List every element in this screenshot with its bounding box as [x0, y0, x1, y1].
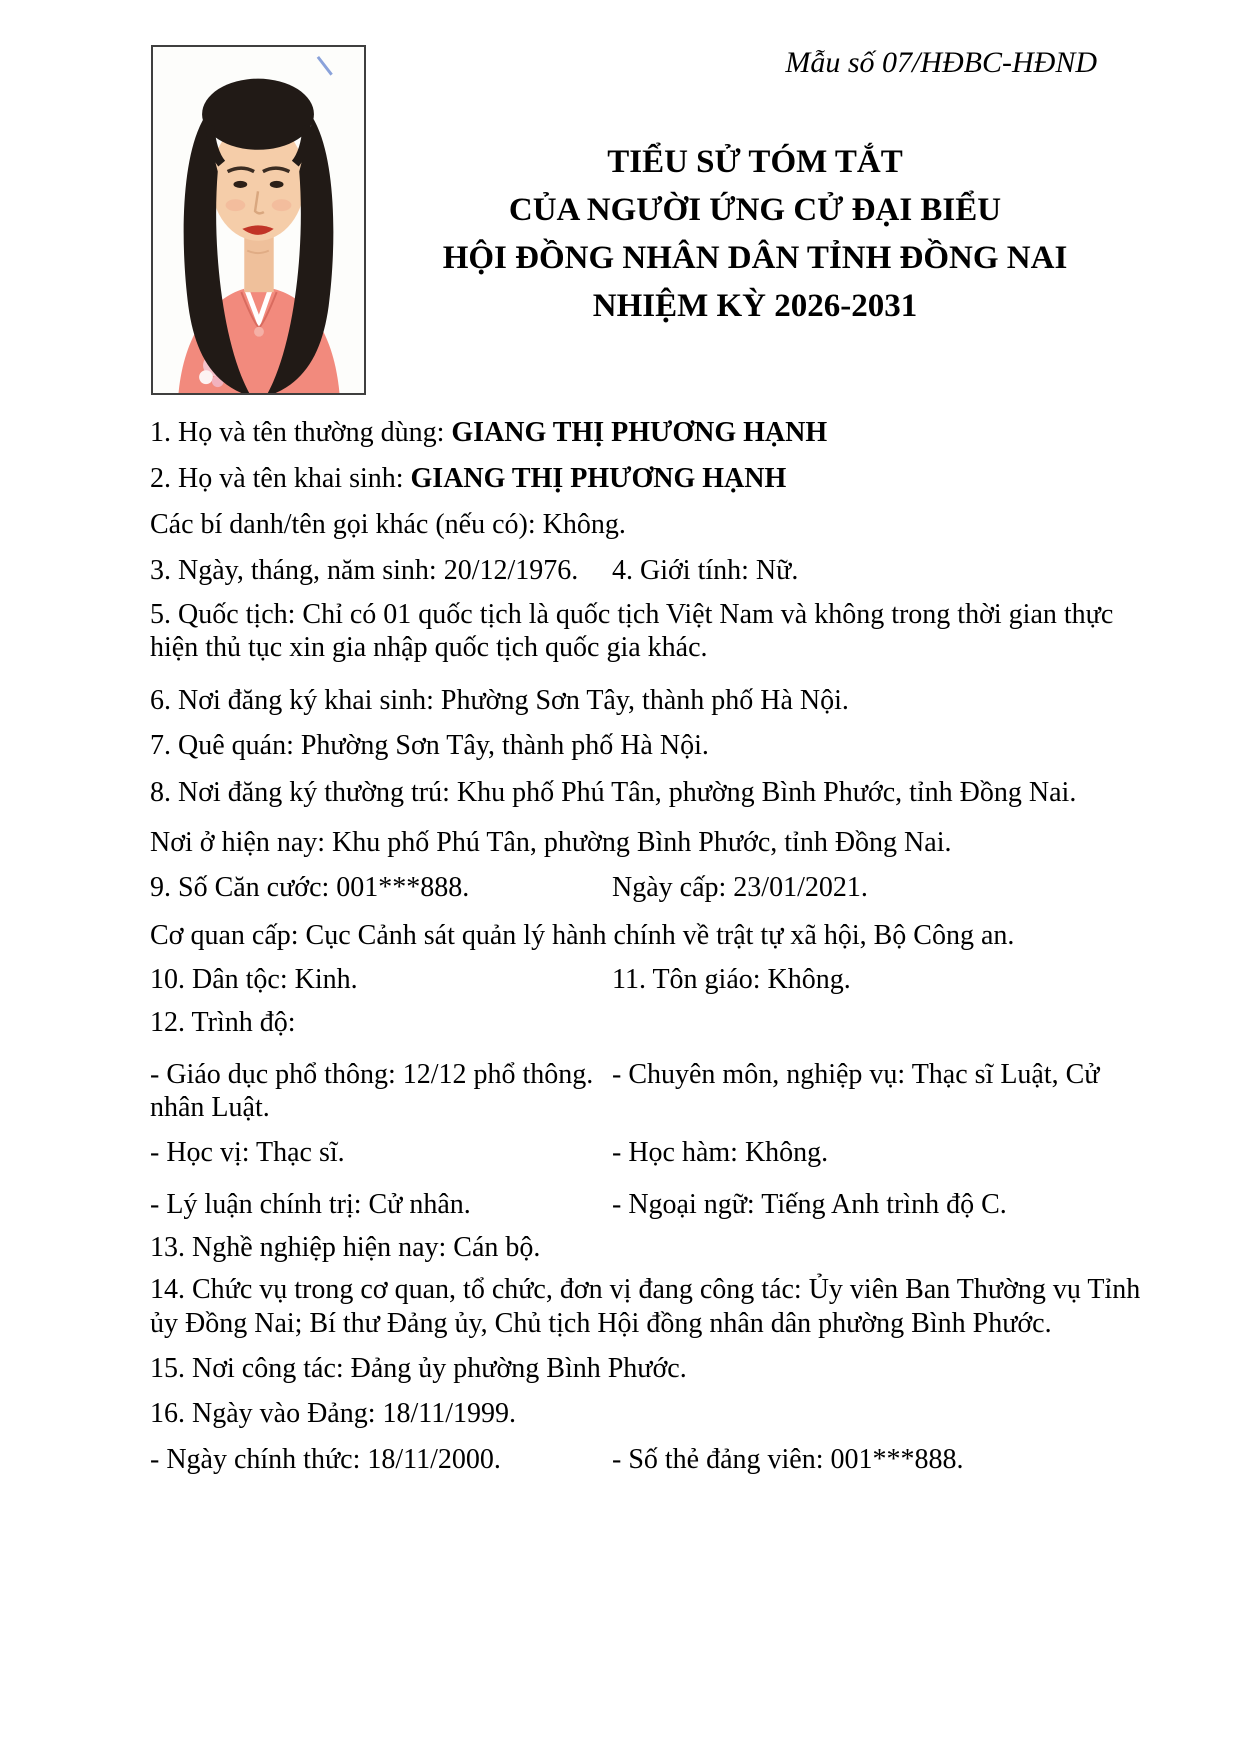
- field-party-join-date: 16. Ngày vào Đảng: 18/11/1999.: [150, 1398, 517, 1429]
- form-code: Mẫu số 07/HĐBC-HĐND: [785, 46, 1097, 79]
- field-politics-language: [150, 1189, 1007, 1221]
- field-edu-professional-line2: nhân Luật.: [150, 1092, 270, 1123]
- field-education-heading: 12. Trình độ:: [150, 1007, 296, 1038]
- field-edu-degree: - Học vị: Thạc sĩ.: [150, 1137, 345, 1168]
- field-edu-general: - Giáo dục phổ thông: 12/12 phổ thông.: [150, 1059, 594, 1090]
- document-title-line-2: CỦA NGƯỜI ỨNG CỬ ĐẠI BIỂU: [508, 192, 1002, 228]
- field-party-card-number: - Số thẻ đảng viên: 001***888.: [612, 1444, 964, 1475]
- field-dob: 3. Ngày, tháng, năm sinh: 20/12/1976.: [150, 555, 579, 586]
- field-common-name-value: GIANG THỊ PHƯƠNG HẠNH: [451, 417, 828, 448]
- field-party-official-card: [150, 1444, 964, 1476]
- field-common-name-label: 1. Họ và tên thường dùng:: [150, 417, 452, 448]
- document-title: [360, 138, 1150, 330]
- field-position-line1: 14. Chức vụ trong cơ quan, tổ chức, đơn vị đang công tác: Ủy viên Ban Thường vụ Tỉnh: [150, 1274, 1141, 1305]
- field-gender: 4. Giới tính: Nữ.: [612, 555, 799, 586]
- field-position-line2: ủy Đồng Nai; Bí thư Đảng ủy, Chủ tịch Hội đồng nhân dân phường Bình Phước.: [150, 1308, 1052, 1339]
- field-degree-title: [150, 1137, 829, 1169]
- field-nationality-line1: 5. Quốc tịch: Chỉ có 01 quốc tịch là quốc tịch Việt Nam và không trong thời gian thực: [150, 599, 1114, 630]
- field-edu-academic-title: - Học hàm: Không.: [612, 1137, 829, 1168]
- field-permanent-residence: 8. Nơi đăng ký thường trú: Khu phố Phú Tân, phường Bình Phước, tỉnh Đồng Nai.: [150, 777, 1077, 808]
- field-party-official-date: - Ngày chính thức: 18/11/2000.: [150, 1444, 501, 1475]
- document-title-line-4: NHIỆM KỲ 2026-2031: [592, 288, 918, 324]
- field-dob-gender: [150, 555, 799, 587]
- field-common-name: [150, 417, 827, 449]
- field-id-issue-date: Ngày cấp: 23/01/2021.: [612, 872, 868, 903]
- field-birth-name: [150, 463, 786, 495]
- field-edu-general-professional: [150, 1059, 1100, 1091]
- field-ethnicity-religion: [150, 964, 851, 996]
- field-edu-professional-line1: - Chuyên môn, nghiệp vụ: Thạc sĩ Luật, Cử: [612, 1059, 1100, 1090]
- document-title-line-3: HỘI ĐỒNG NHÂN DÂN TỈNH ĐỒNG NAI: [442, 240, 1068, 276]
- field-edu-foreign-language: - Ngoại ngữ: Tiếng Anh trình độ C.: [612, 1189, 1007, 1220]
- field-religion: 11. Tôn giáo: Không.: [612, 964, 851, 995]
- field-birth-name-value: GIANG THỊ PHƯƠNG HẠNH: [410, 463, 787, 494]
- field-workplace: 15. Nơi công tác: Đảng ủy phường Bình Phước.: [150, 1353, 687, 1384]
- field-occupation: 13. Nghề nghiệp hiện nay: Cán bộ.: [150, 1232, 541, 1263]
- portrait-photo: [151, 45, 366, 395]
- field-id-card: [150, 872, 868, 904]
- portrait-photo-illustration: [153, 47, 364, 393]
- field-ethnicity: 10. Dân tộc: Kinh.: [150, 964, 358, 995]
- field-birth-registration: 6. Nơi đăng ký khai sinh: Phường Sơn Tây, thành phố Hà Nội.: [150, 685, 849, 716]
- field-aliases: Các bí danh/tên gọi khác (nếu có): Không.: [150, 509, 626, 540]
- field-current-residence: Nơi ở hiện nay: Khu phố Phú Tân, phường Bình Phước, tỉnh Đồng Nai.: [150, 827, 952, 858]
- field-hometown: 7. Quê quán: Phường Sơn Tây, thành phố Hà Nội.: [150, 730, 709, 761]
- field-id-number: 9. Số Căn cước: 001***888.: [150, 872, 470, 903]
- field-id-issuer: Cơ quan cấp: Cục Cảnh sát quản lý hành chính về trật tự xã hội, Bộ Công an.: [150, 920, 1015, 951]
- document-title-line-1: TIỂU SỬ TÓM TẮT: [607, 144, 903, 180]
- field-birth-name-label: 2. Họ và tên khai sinh:: [150, 463, 411, 494]
- field-nationality-line2: hiện thủ tục xin gia nhập quốc tịch quốc gia khác.: [150, 632, 708, 663]
- field-edu-political-theory: - Lý luận chính trị: Cử nhân.: [150, 1189, 471, 1220]
